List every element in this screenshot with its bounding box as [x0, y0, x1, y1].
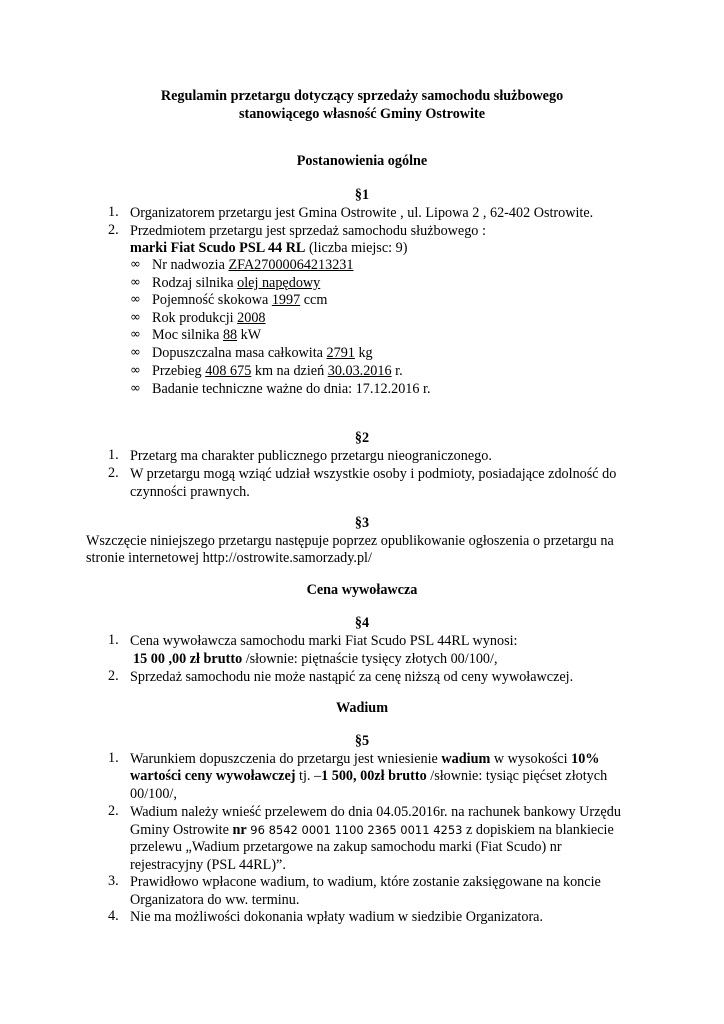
participants-text-line-1: W przetargu mogą wziąć udział wszystkie osoby i podmioty, posiadające zdolność do	[130, 466, 617, 482]
section-2-heading: §2	[354, 430, 370, 446]
list-number: 1.	[108, 750, 119, 766]
price-value: 15 00 ,00 zł brutto	[133, 651, 243, 667]
account-label: nr	[232, 822, 247, 838]
tender-type-text: Przetarg ma charakter publicznego przetargu nieograniczonego.	[130, 448, 492, 464]
mileage-item	[152, 362, 403, 380]
deposit-text-a: Warunkiem dopuszczenia do przetargu jest wniesienie	[130, 751, 442, 767]
list-number: 2.	[108, 803, 119, 819]
document-title	[0, 87, 724, 123]
list-number: 4.	[108, 908, 119, 924]
power-label: Moc silnika	[152, 327, 223, 343]
list-number: 2.	[108, 222, 119, 238]
capacity-value: 1997	[271, 292, 301, 308]
section-4-heading: §4	[354, 615, 370, 631]
capacity-item	[152, 291, 327, 309]
bullet-icon: ∞	[130, 345, 141, 360]
mileage-label: Przebieg	[152, 363, 206, 379]
car-model	[130, 239, 407, 257]
engine-label: Rodzaj silnika	[152, 275, 238, 291]
list-number: 1.	[108, 632, 119, 648]
transfer-note: z dopiskiem na blankiecie	[462, 822, 614, 838]
year-item	[152, 309, 266, 327]
deposit-booking-line-2: Organizatora do ww. terminu.	[130, 892, 300, 908]
list-number: 1.	[108, 447, 119, 463]
participants-text-line-2: czynności prawnych.	[130, 484, 250, 500]
list-number: 3.	[108, 873, 119, 889]
title-line-1: Regulamin przetargu dotyczący sprzedaży samochodu służbowego	[160, 88, 564, 104]
bullet-icon: ∞	[130, 363, 141, 378]
no-cash-deposit-text: Nie ma możliwości dokonania wpłaty wadium w siedzibie Organizatora.	[130, 909, 544, 925]
transfer-text-line-2	[130, 821, 614, 839]
bullet-icon: ∞	[130, 292, 141, 307]
deposit-heading: Wadium	[335, 700, 389, 716]
list-number: 2.	[108, 465, 119, 481]
account-number: 96 8542 0001 1100 2365 0011 4253	[246, 823, 463, 837]
mass-value: 2791	[326, 345, 355, 361]
price-words: /słownie: piętnaście tysięcy złotych 00/100/,	[242, 651, 498, 667]
deposit-booking-line-1: Prawidłowo wpłacone wadium, to wadium, które zostanie zaksięgowane na koncie	[130, 874, 601, 890]
car-model-name: marki Fiat Scudo PSL 44 RL	[130, 240, 306, 256]
title-line-2: stanowiącego własność Gminy Ostrowite	[238, 106, 486, 122]
transfer-text-line-4: rejestracyjny (PSL 44RL)”.	[130, 857, 286, 873]
publication-text-line-1: Wszczęcie niniejszego przetargu następuje poprzez opublikowanie ogłoszenia o przetargu na	[86, 533, 614, 549]
section-3-heading: §3	[354, 515, 370, 531]
mileage-value: 408 675	[205, 363, 252, 379]
minimum-price-text: Sprzedaż samochodu nie może nastąpić za cenę niższą od ceny wywoławczej.	[130, 669, 574, 685]
car-seats: (liczba miejsc: 9)	[305, 240, 408, 256]
price-text: Cena wywoławcza samochodu marki Fiat Scudo PSL 44RL wynosi:	[130, 633, 518, 649]
list-number: 1.	[108, 204, 119, 220]
general-provisions-heading: Postanowienia ogólne	[296, 153, 428, 169]
year-value: 2008	[237, 310, 266, 326]
deposit-text-c: w wysokości	[490, 751, 572, 767]
power-unit: kW	[237, 327, 262, 343]
subject-text: Przedmiotem przetargu jest sprzedaż samochodu służbowego :	[130, 223, 486, 239]
power-value: 88	[222, 327, 238, 343]
publication-text-line-2: stronie internetowej http://ostrowite.samorzady.pl/	[86, 550, 372, 566]
transfer-text-line-1: Wadium należy wnieść przelewem do dnia 04.05.2016r. na rachunek bankowy Urzędu	[130, 804, 621, 820]
mileage-date: 30.03.2016	[327, 363, 392, 379]
deposit-condition-line-1	[130, 750, 599, 768]
vin-label: Nr nadwozia	[152, 257, 229, 273]
transfer-office: Gminy Ostrowite	[130, 822, 233, 838]
deposit-condition-line-2	[130, 767, 607, 785]
engine-item	[152, 274, 320, 292]
year-label: Rok produkcji	[152, 310, 238, 326]
mass-label: Dopuszczalna masa całkowita	[152, 345, 327, 361]
section-1-heading: §1	[354, 187, 370, 203]
organizer-text: Organizatorem przetargu jest Gmina Ostrowite , ul. Lipowa 2 , 62-402 Ostrowite.	[130, 205, 594, 221]
deposit-amount: 1 500, 00zł brutto	[321, 768, 427, 784]
vin-value: ZFA27000064213231	[228, 257, 354, 273]
bullet-icon: ∞	[130, 310, 141, 325]
list-number: 2.	[108, 668, 119, 684]
price-amount	[133, 650, 498, 668]
mass-item	[152, 344, 373, 362]
vin-item	[152, 256, 354, 274]
mileage-end: r.	[391, 363, 403, 379]
capacity-label: Pojemność skokowa	[152, 292, 272, 308]
mileage-mid: km na dzień	[251, 363, 328, 379]
inspection-item: Badanie techniczne ważne do dnia: 17.12.2016 r.	[152, 381, 431, 397]
power-item	[152, 326, 261, 344]
deposit-word: wadium	[441, 751, 491, 767]
deposit-text-f: tj. –	[295, 768, 322, 784]
starting-price-heading: Cena wywoławcza	[306, 582, 418, 598]
bullet-icon: ∞	[130, 257, 141, 272]
engine-value: olej napędowy	[237, 275, 321, 291]
deposit-basis: wartości ceny wywoławczej	[130, 768, 296, 784]
bullet-icon: ∞	[130, 275, 141, 290]
bullet-icon: ∞	[130, 327, 141, 342]
deposit-percent: 10%	[571, 751, 600, 767]
deposit-words: /słownie: tysiąc pięćset złotych	[426, 768, 608, 784]
transfer-text-line-3: przelewu „Wadium przetargowe na zakup samochodu marki (Fiat Scudo) nr	[130, 839, 562, 855]
capacity-unit: ccm	[300, 292, 328, 308]
mass-unit: kg	[354, 345, 373, 361]
deposit-condition-line-3: 00/100/,	[130, 786, 177, 802]
section-5-heading: §5	[354, 733, 370, 749]
bullet-icon: ∞	[130, 381, 141, 396]
